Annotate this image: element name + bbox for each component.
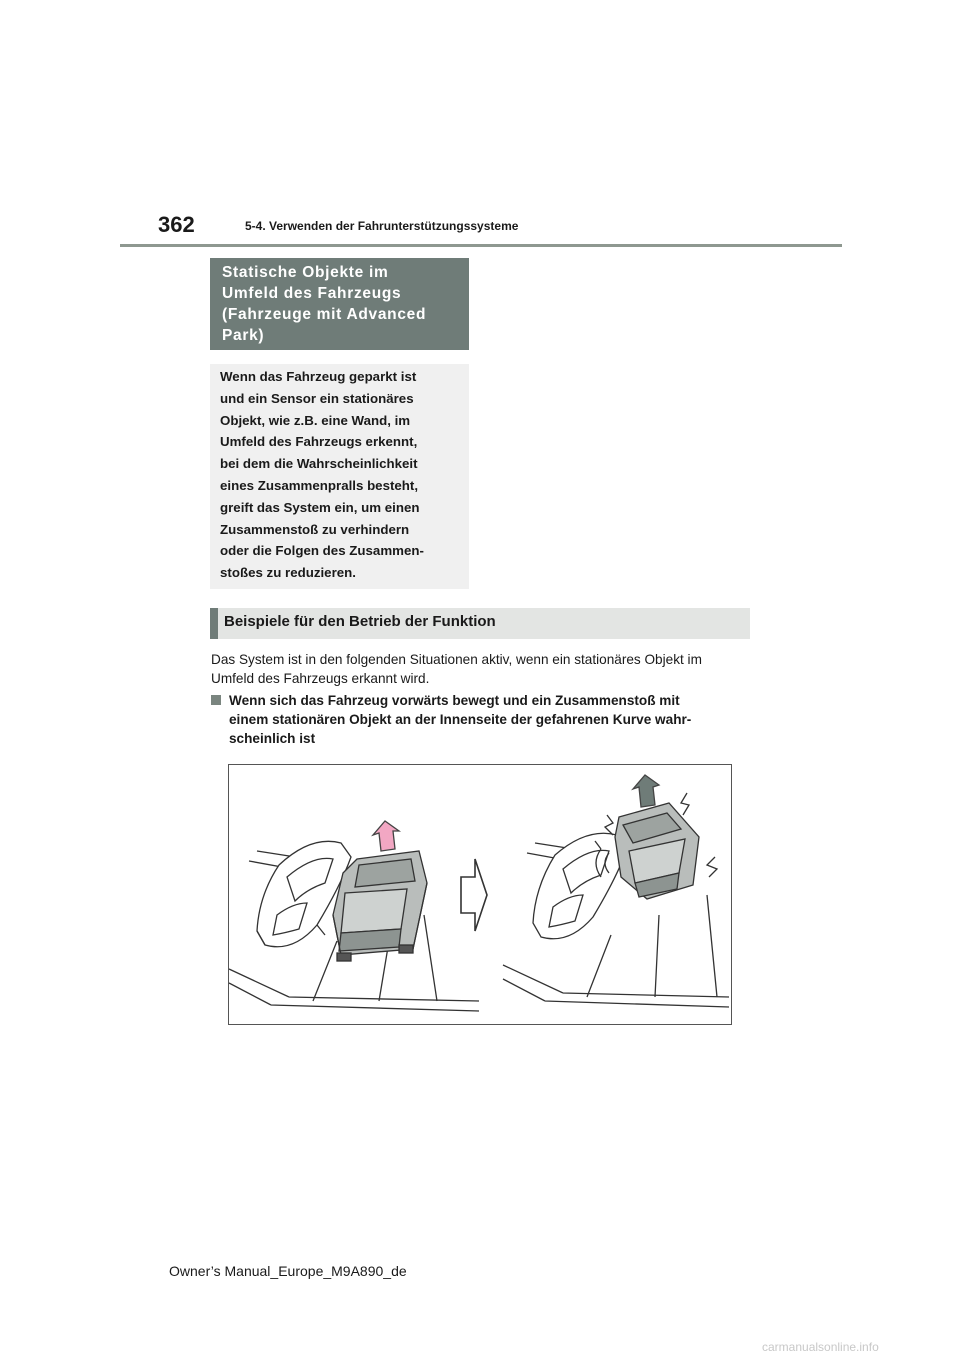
info-box-title-line: Umfeld des Fahrzeugs <box>222 285 402 302</box>
intro-line: Das System ist in den folgenden Situationen aktiv, wenn ein stationäres Objekt im <box>211 652 702 667</box>
bullet-line: einem stationären Objekt an der Innenseite der gefahrenen Kurve wahr- <box>229 712 692 727</box>
info-box-text-line: eines Zusammenpralls besteht, <box>220 477 419 493</box>
section-heading: Beispiele für den Betrieb der Funktion <box>210 608 750 639</box>
info-box-text-line: Zusammenstoß zu verhindern <box>220 521 410 537</box>
info-box-text-line: greift das System ein, um einen <box>220 499 420 515</box>
direction-arrow-pink <box>373 821 399 851</box>
direction-arrow-grey <box>633 775 659 807</box>
bullet-line: Wenn sich das Fahrzeug vorwärts bewegt und ein Zusammenstoß mit <box>229 693 680 708</box>
parked-sedan <box>533 833 627 939</box>
info-box-title-line: Park) <box>222 327 265 344</box>
subject-suv-turning <box>615 803 699 899</box>
illustration-frame <box>228 764 732 1025</box>
parking-illustration <box>229 765 731 1024</box>
intro-line: Umfeld des Fahrzeugs erkannt wird. <box>211 671 430 686</box>
footer-text: Owner’s Manual_Europe_M9A890_de <box>169 1263 407 1279</box>
info-box-text-line: stoßes zu reduzieren. <box>220 565 356 581</box>
bullet-square-icon <box>211 695 221 705</box>
left-scene <box>229 821 479 1011</box>
watermark-text: carmanualsonline.info <box>762 1340 879 1354</box>
info-box-title <box>210 258 469 350</box>
bullet-line: scheinlich ist <box>229 731 316 746</box>
info-box-title-line: (Fahrzeuge mit Advanced <box>222 306 427 323</box>
section-reference: 5-4. Verwenden der Fahrunterstützungssysteme <box>245 219 519 233</box>
parking-line <box>503 965 729 1007</box>
info-box-text <box>210 364 469 589</box>
right-scene <box>503 775 729 1007</box>
header-rule <box>120 244 842 247</box>
parking-line <box>229 969 479 1011</box>
intro-paragraph <box>211 650 751 688</box>
info-box-text-line: Wenn das Fahrzeug geparkt ist <box>220 369 417 384</box>
page-number: 362 <box>158 212 195 237</box>
info-box-text-line: oder die Folgen des Zusammen- <box>220 543 424 559</box>
bullet-text <box>229 691 744 748</box>
transition-arrow <box>461 859 487 931</box>
info-box-text-line: bei dem die Wahrscheinlichkeit <box>220 456 418 472</box>
parking-line <box>587 895 717 997</box>
info-box-text-line: Objekt, wie z.B. eine Wand, im <box>220 412 411 428</box>
info-box-text-line: und ein Sensor ein stationäres <box>220 390 414 406</box>
info-box-text-line: Umfeld des Fahrzeugs erkennt, <box>220 434 418 450</box>
info-box-title-line: Statische Objekte im <box>222 264 389 281</box>
